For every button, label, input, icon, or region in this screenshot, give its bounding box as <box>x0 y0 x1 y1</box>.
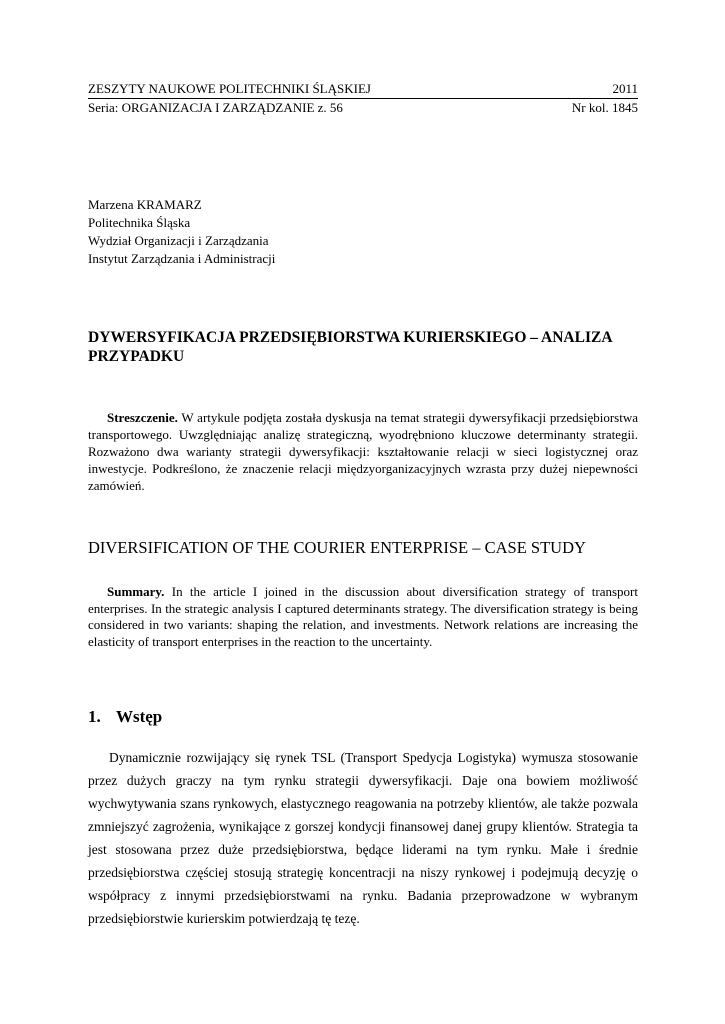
abstract-label-polish: Streszczenie. <box>107 410 178 425</box>
author-faculty: Wydział Organizacji i Zarządzania <box>88 233 269 248</box>
author-institute: Instytut Zarządzania i Administracji <box>88 251 276 266</box>
author-block <box>88 196 275 268</box>
author-name: Marzena KRAMARZ <box>88 197 202 212</box>
abstract-polish <box>88 409 638 494</box>
journal-series: Seria: ORGANIZACJA I ZARZĄDZANIE z. 56 <box>88 100 343 115</box>
section-title: Wstęp <box>115 707 163 726</box>
body-paragraph: Dynamicznie rozwijający się rynek TSL (Transport Spedycja Logistyka) wymusza stosowanie przez dużych graczy na tym rynku strategii dywersyfikacji. Daje ona bowiem możliwość wychwytywania szans rynkowych, elastycznego reagowania na potrzeby klientów, ale także pozwala zmniejszyć zagrożenia, wynikające z gorszej kondycji finansowej danej grupy klientów. Strategia ta jest stosowana przez duże przedsiębiorstwa, będące liderami na tym rynku. Małe i średnie przedsiębiorstwa częściej stosują strategię koncentracji na niszy rynkowej i podejmują decyzję o współpracy z innymi przedsiębiorstwami na rynku. Badania przeprowadzone w wybranym przedsiębiorstwie kurierskim potwierdzają tę tezę. <box>88 750 638 926</box>
journal-year: 2011 <box>612 81 638 96</box>
running-header-line-2 <box>88 100 638 116</box>
journal-number: Nr kol. 1845 <box>571 100 638 115</box>
abstract-label-english: Summary. <box>107 584 165 599</box>
running-header-line-1 <box>88 81 638 99</box>
abstract-text-polish: W artykule podjęta została dyskusja na temat strategii dywersyfikacji przedsiębiorstwa transportowego. Uwzględniając analizę strategiczną, wyodrębniono kluczowe determinanty strategii. Rozważono dwa warianty strategii dywersyfikacji: kształtowanie relacji w sieci logistycznej oraz inwestycje. Podkreślono, że znaczenie relacji międzyorganizacyjnych wzrasta przy dużej niepewności zamówień. <box>88 410 638 493</box>
abstract-english <box>88 584 638 650</box>
body-text <box>88 746 638 930</box>
journal-name: ZESZYTY NAUKOWE POLITECHNIKI ŚLĄSKIEJ <box>88 81 371 96</box>
section-number: 1. <box>88 707 101 726</box>
paper-title-polish: DYWERSYFIKACJA PRZEDSIĘBIORSTWA KURIERSKIEGO – ANALIZA PRZYPADKU <box>88 329 612 365</box>
section-heading <box>88 707 162 727</box>
paper-title-english: DIVERSIFICATION OF THE COURIER ENTERPRISE – CASE STUDY <box>88 538 586 557</box>
author-university: Politechnika Śląska <box>88 215 191 230</box>
abstract-text-english: In the article I joined in the discussion about diversification strategy of transport enterprises. In the strategic analysis I captured determinants strategy. The diversification strategy is being considered in two variants: shaping the relation, and investments. Network relations are increasing the elasticity of transport enterprises in the reaction to the uncertainty. <box>88 584 638 649</box>
